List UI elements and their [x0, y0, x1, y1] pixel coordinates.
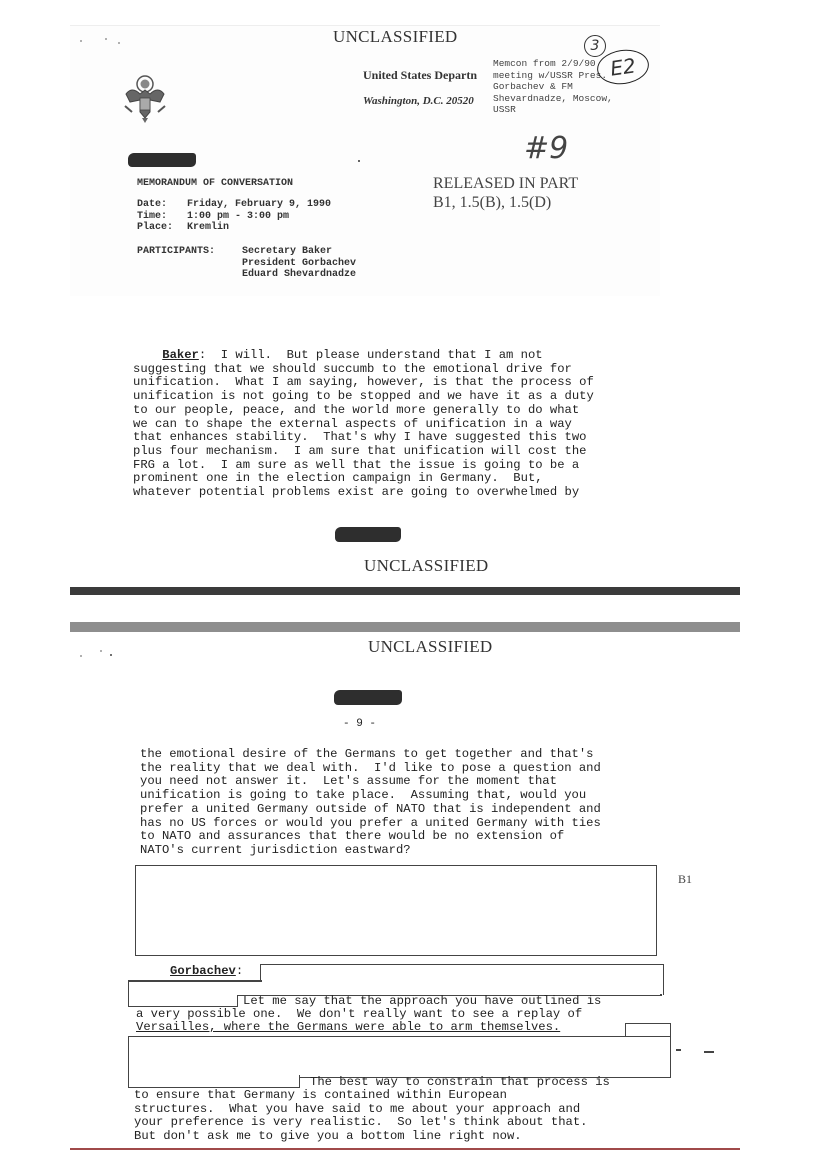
page-separator [70, 622, 740, 632]
text-line: the reality that we deal with. I'd like to pose a question and [140, 760, 601, 775]
text-line: has no US forces or would you prefer a united Germany with ties [140, 815, 601, 830]
scan-speck [100, 650, 102, 652]
text-line: whatever potential problems exist are going to overwhelmed by [133, 485, 580, 500]
text-line: : I will. But please understand that I am not [198, 348, 543, 362]
redaction-code-label: B1 [678, 872, 693, 886]
text-line: structures. What you have said to me about your approach and [134, 1101, 581, 1116]
release-stamp-line1: RELEASED IN PART [433, 175, 579, 192]
text-line: suggesting that we should succumb to the emotional drive for [133, 361, 572, 376]
classification-header-page9: UNCLASSIFIED [368, 637, 493, 656]
scan-speck [358, 160, 360, 162]
place-label: Place: [137, 222, 174, 233]
release-stamp [433, 174, 578, 212]
text-line: your preference is very realistic. So let's think about that. [134, 1115, 588, 1130]
text-line: unification. What I am saying, however, is that the process of [133, 375, 594, 390]
participant: Secretary Baker [242, 246, 333, 257]
letterhead-department: United States Departn [363, 68, 477, 82]
typed-note-line: Gorbachev & FM [493, 81, 573, 92]
speaker-baker: Baker [162, 348, 199, 362]
classification-footer: UNCLASSIFIED [364, 556, 489, 575]
text-line: FRG a lot. I am sure as well that the issue is going to be a [133, 457, 580, 472]
colon: : [235, 964, 244, 978]
scan-speck [110, 654, 112, 656]
letterhead-city: Washington, D.C. 20520 [363, 95, 474, 107]
redaction-box [128, 994, 238, 1007]
margin-dash [704, 1051, 714, 1053]
typed-note-line: Memcon from 2/9/90 [493, 58, 596, 69]
text-line: that enhances stability. That's why I have suggested this two [133, 430, 587, 445]
text-line: But don't ask me to give you a bottom line right now. [134, 1129, 522, 1144]
release-stamp-line2: B1, 1.5(B), 1.5(D) [433, 194, 552, 211]
text-line: prefer a united Germany outside of NATO that is independent and [140, 801, 601, 816]
redaction-mark [334, 690, 402, 705]
typed-note [493, 58, 613, 116]
circled-number: 3 [590, 38, 600, 54]
text-line: you need not answer it. Let's assume for the moment that [140, 774, 557, 789]
typed-note-line: Shevardnadze, Moscow, [493, 92, 613, 104]
page-number: - 9 - [343, 718, 377, 730]
text-line: NATO's current jurisdiction eastward? [140, 842, 411, 857]
time-label: Time: [137, 210, 168, 222]
text-line: a very possible one. We don't really want to see a replay of [136, 1007, 583, 1021]
memo-meta [137, 199, 331, 234]
gorbachev-label [170, 965, 243, 979]
baker-paragraph [133, 349, 594, 500]
time-value: 1:00 pm - 3:00 pm [187, 210, 290, 222]
redaction-mark [128, 153, 196, 167]
memo-title: MEMORANDUM OF CONVERSATION [137, 178, 294, 189]
margin-dash [676, 1049, 681, 1051]
scan-speck [80, 40, 82, 42]
date-value: Friday, February 9, 1990 [187, 199, 332, 210]
great-seal-icon [120, 72, 170, 124]
participants-label: PARTICIPANTS: [137, 246, 216, 257]
place-value: Kremlin [187, 222, 230, 233]
redaction-box [128, 1036, 671, 1078]
classification-header-top: UNCLASSIFIED [333, 27, 458, 46]
bottom-rule [70, 1148, 740, 1150]
circled-code: E2 [608, 53, 638, 81]
text-line: to ensure that Germany is contained within European [134, 1088, 507, 1102]
redaction-mark [335, 527, 401, 542]
text-line: Versailles, where the Germans were able to arm themselves. [136, 1020, 561, 1034]
speaker-gorbachev: Gorbachev [170, 964, 236, 978]
scan-speck [80, 655, 82, 657]
text-line: unification is not going to be stopped and we have it as a duty [133, 389, 594, 404]
redaction-box [128, 980, 663, 994]
scan-speck [105, 38, 107, 40]
date-label: Date: [137, 199, 168, 210]
baker-continuation [140, 748, 601, 858]
text-line: plus four mechanism. I am sure that unification will cost the [133, 443, 587, 458]
typed-note-line: USSR [493, 104, 516, 115]
text-line: unification is going to take place. Assuming that, would you [140, 788, 587, 803]
handwritten-doc-number: #9 [524, 131, 569, 166]
text-line: prominent one in the election campaign in Germany. But, [133, 471, 543, 486]
participant: President Gorbachev [242, 257, 357, 269]
redaction-box [135, 865, 657, 956]
gorbachev-paragraph-rest [134, 1089, 587, 1144]
text-line: Let me say that the approach you have outlined is [243, 994, 602, 1008]
participant: Eduard Shevardnadze [242, 269, 357, 280]
text-line: to our people, peace, and the world more generally to do what [133, 402, 580, 417]
redaction-box [128, 1075, 300, 1088]
participants-block [137, 246, 356, 281]
text-line: the emotional desire of the Germans to get together and that's [140, 747, 594, 761]
page-separator [70, 587, 740, 595]
text-line: to NATO and assurances that there would be no extension of [140, 829, 565, 844]
text-line: The best way to constrain that process is [310, 1075, 610, 1089]
text-line: we can to shape the external aspects of unification in a way [133, 416, 572, 431]
scan-speck [118, 42, 120, 44]
redaction-edge [128, 980, 262, 982]
typed-note-line: meeting w/USSR Pres. [493, 69, 608, 81]
baker-first-line [133, 349, 594, 363]
